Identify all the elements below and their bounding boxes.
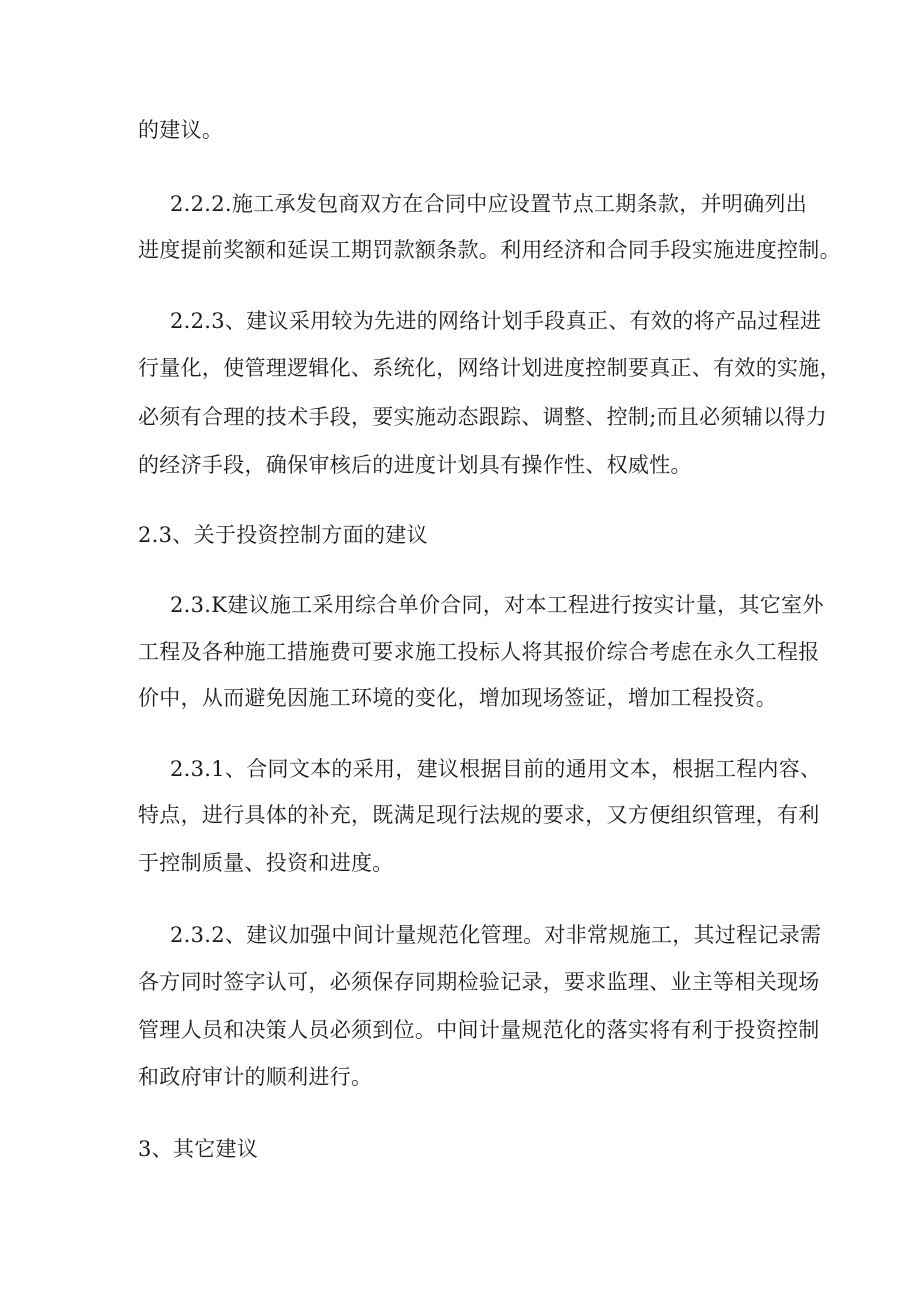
section-heading: 3、其它建议 <box>138 1137 259 1161</box>
paragraph-line: 2.2.2.施工承发包商双方在合同中应设置节点工期条款，并明确列出 <box>170 192 808 216</box>
section-heading: 2.3、关于投资控制方面的建议 <box>138 523 428 547</box>
paragraph-line: 和政府审计的顺利进行。 <box>138 1065 373 1089</box>
paragraph-line: 管理人员和决策人员必须到位。中间计量规范化的落实将有利于投资控制 <box>138 1018 820 1042</box>
paragraph-line: 的经济手段，确保审核后的进度计划具有操作性、权威性。 <box>138 453 692 477</box>
paragraph-line: 2.2.3、建议采用较为先进的网络计划手段真正、有效的将产品过程进 <box>170 309 822 333</box>
paragraph-line: 工程及各种施工措施费可要求施工投标人将其报价综合考虑在永久工程报 <box>138 640 820 664</box>
paragraph-line: 进度提前奖额和延误工期罚款额条款。利用经济和合同手段实施进度控制。 <box>138 238 841 262</box>
paragraph-line: 价中，从而避免因施工环境的变化，增加现场签证，增加工程投资。 <box>138 686 777 710</box>
paragraph-line: 2.3.2、建议加强中间计量规范化管理。对非常规施工，其过程记录需 <box>170 923 822 947</box>
paragraph-line: 2.3.1、合同文本的采用，建议根据目前的通用文本，根据工程内容、 <box>170 757 822 781</box>
paragraph-line: 于控制质量、投资和进度。 <box>138 851 394 875</box>
paragraph-line: 特点，进行具体的补充，既满足现行法规的要求，又方便组织管理，有利 <box>138 803 820 827</box>
paragraph-line: 2.3.K建议施工采用综合单价合同，对本工程进行按实计量，其它室外 <box>170 593 824 617</box>
paragraph-line: 的建议。 <box>138 118 224 142</box>
paragraph-line: 必须有合理的技术手段，要实施动态跟踪、调整、控制;而且必须辅以得力 <box>138 405 827 429</box>
paragraph-line: 各方同时签字认可，必须保存同期检验记录，要求监理、业主等相关现场 <box>138 970 820 994</box>
paragraph-line: 行量化，使管理逻辑化、系统化，网络计划进度控制要真正、有效的实施， <box>138 356 841 380</box>
